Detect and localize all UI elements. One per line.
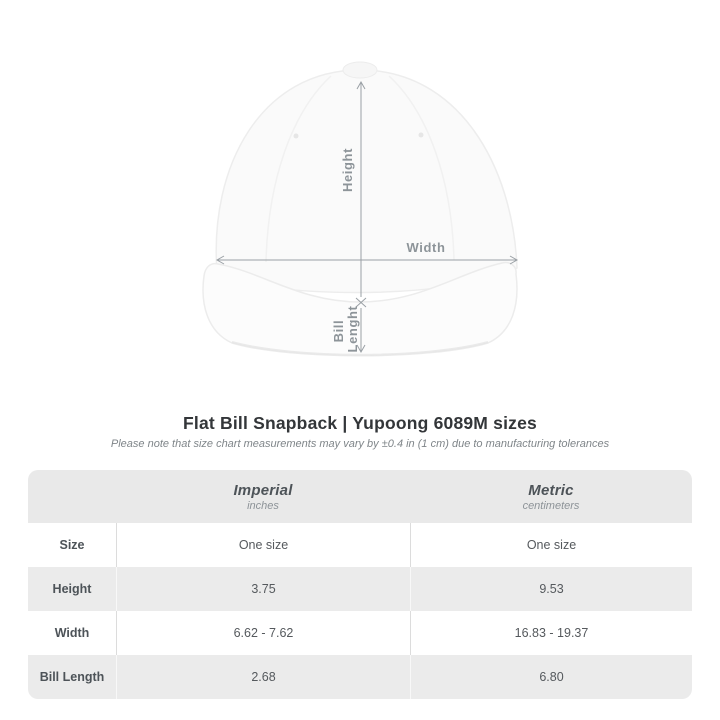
column-header-imperial bbox=[116, 470, 410, 523]
row-label: Size bbox=[59, 538, 85, 552]
imperial-label: Imperial bbox=[233, 481, 293, 499]
table-row-bill-length bbox=[28, 655, 692, 699]
metric-value: 16.83 - 19.37 bbox=[410, 611, 692, 655]
bill-length-label: Bill Lenght bbox=[331, 305, 360, 353]
column-header-metric bbox=[410, 470, 692, 523]
imperial-value: One size bbox=[116, 523, 410, 567]
table-row-width bbox=[28, 611, 692, 655]
tolerance-note: Please note that size chart measurements may vary by ±0.4 in (1 cm) due to manufacturing tolerances bbox=[110, 438, 610, 450]
metric-value: 9.53 bbox=[410, 567, 692, 611]
imperial-value: 2.68 bbox=[116, 655, 410, 699]
title-block bbox=[0, 412, 720, 451]
table-row-size bbox=[28, 523, 692, 567]
hat-top-button bbox=[343, 62, 377, 78]
width-label: Width bbox=[406, 240, 446, 255]
row-label: Bill Length bbox=[39, 670, 105, 684]
imperial-unit: inches bbox=[247, 499, 279, 512]
row-label: Width bbox=[54, 626, 90, 640]
table-row-height bbox=[28, 567, 692, 611]
size-table-header bbox=[28, 470, 692, 523]
metric-label: Metric bbox=[528, 481, 574, 499]
page-title: Flat Bill Snapback | Yupoong 6089M sizes bbox=[183, 413, 537, 433]
hat-eyelet-right bbox=[419, 133, 424, 138]
height-label: Height bbox=[340, 147, 355, 193]
row-label: Height bbox=[52, 582, 92, 596]
metric-unit: centimeters bbox=[522, 499, 580, 512]
metric-value: One size bbox=[410, 523, 692, 567]
hat-crown bbox=[216, 70, 517, 293]
metric-value: 6.80 bbox=[410, 655, 692, 699]
hat-illustration bbox=[203, 62, 517, 356]
corner-spacer bbox=[28, 470, 116, 523]
hat-eyelet-left bbox=[294, 134, 299, 139]
imperial-value: 3.75 bbox=[116, 567, 410, 611]
size-table bbox=[28, 470, 692, 699]
imperial-value: 6.62 - 7.62 bbox=[116, 611, 410, 655]
